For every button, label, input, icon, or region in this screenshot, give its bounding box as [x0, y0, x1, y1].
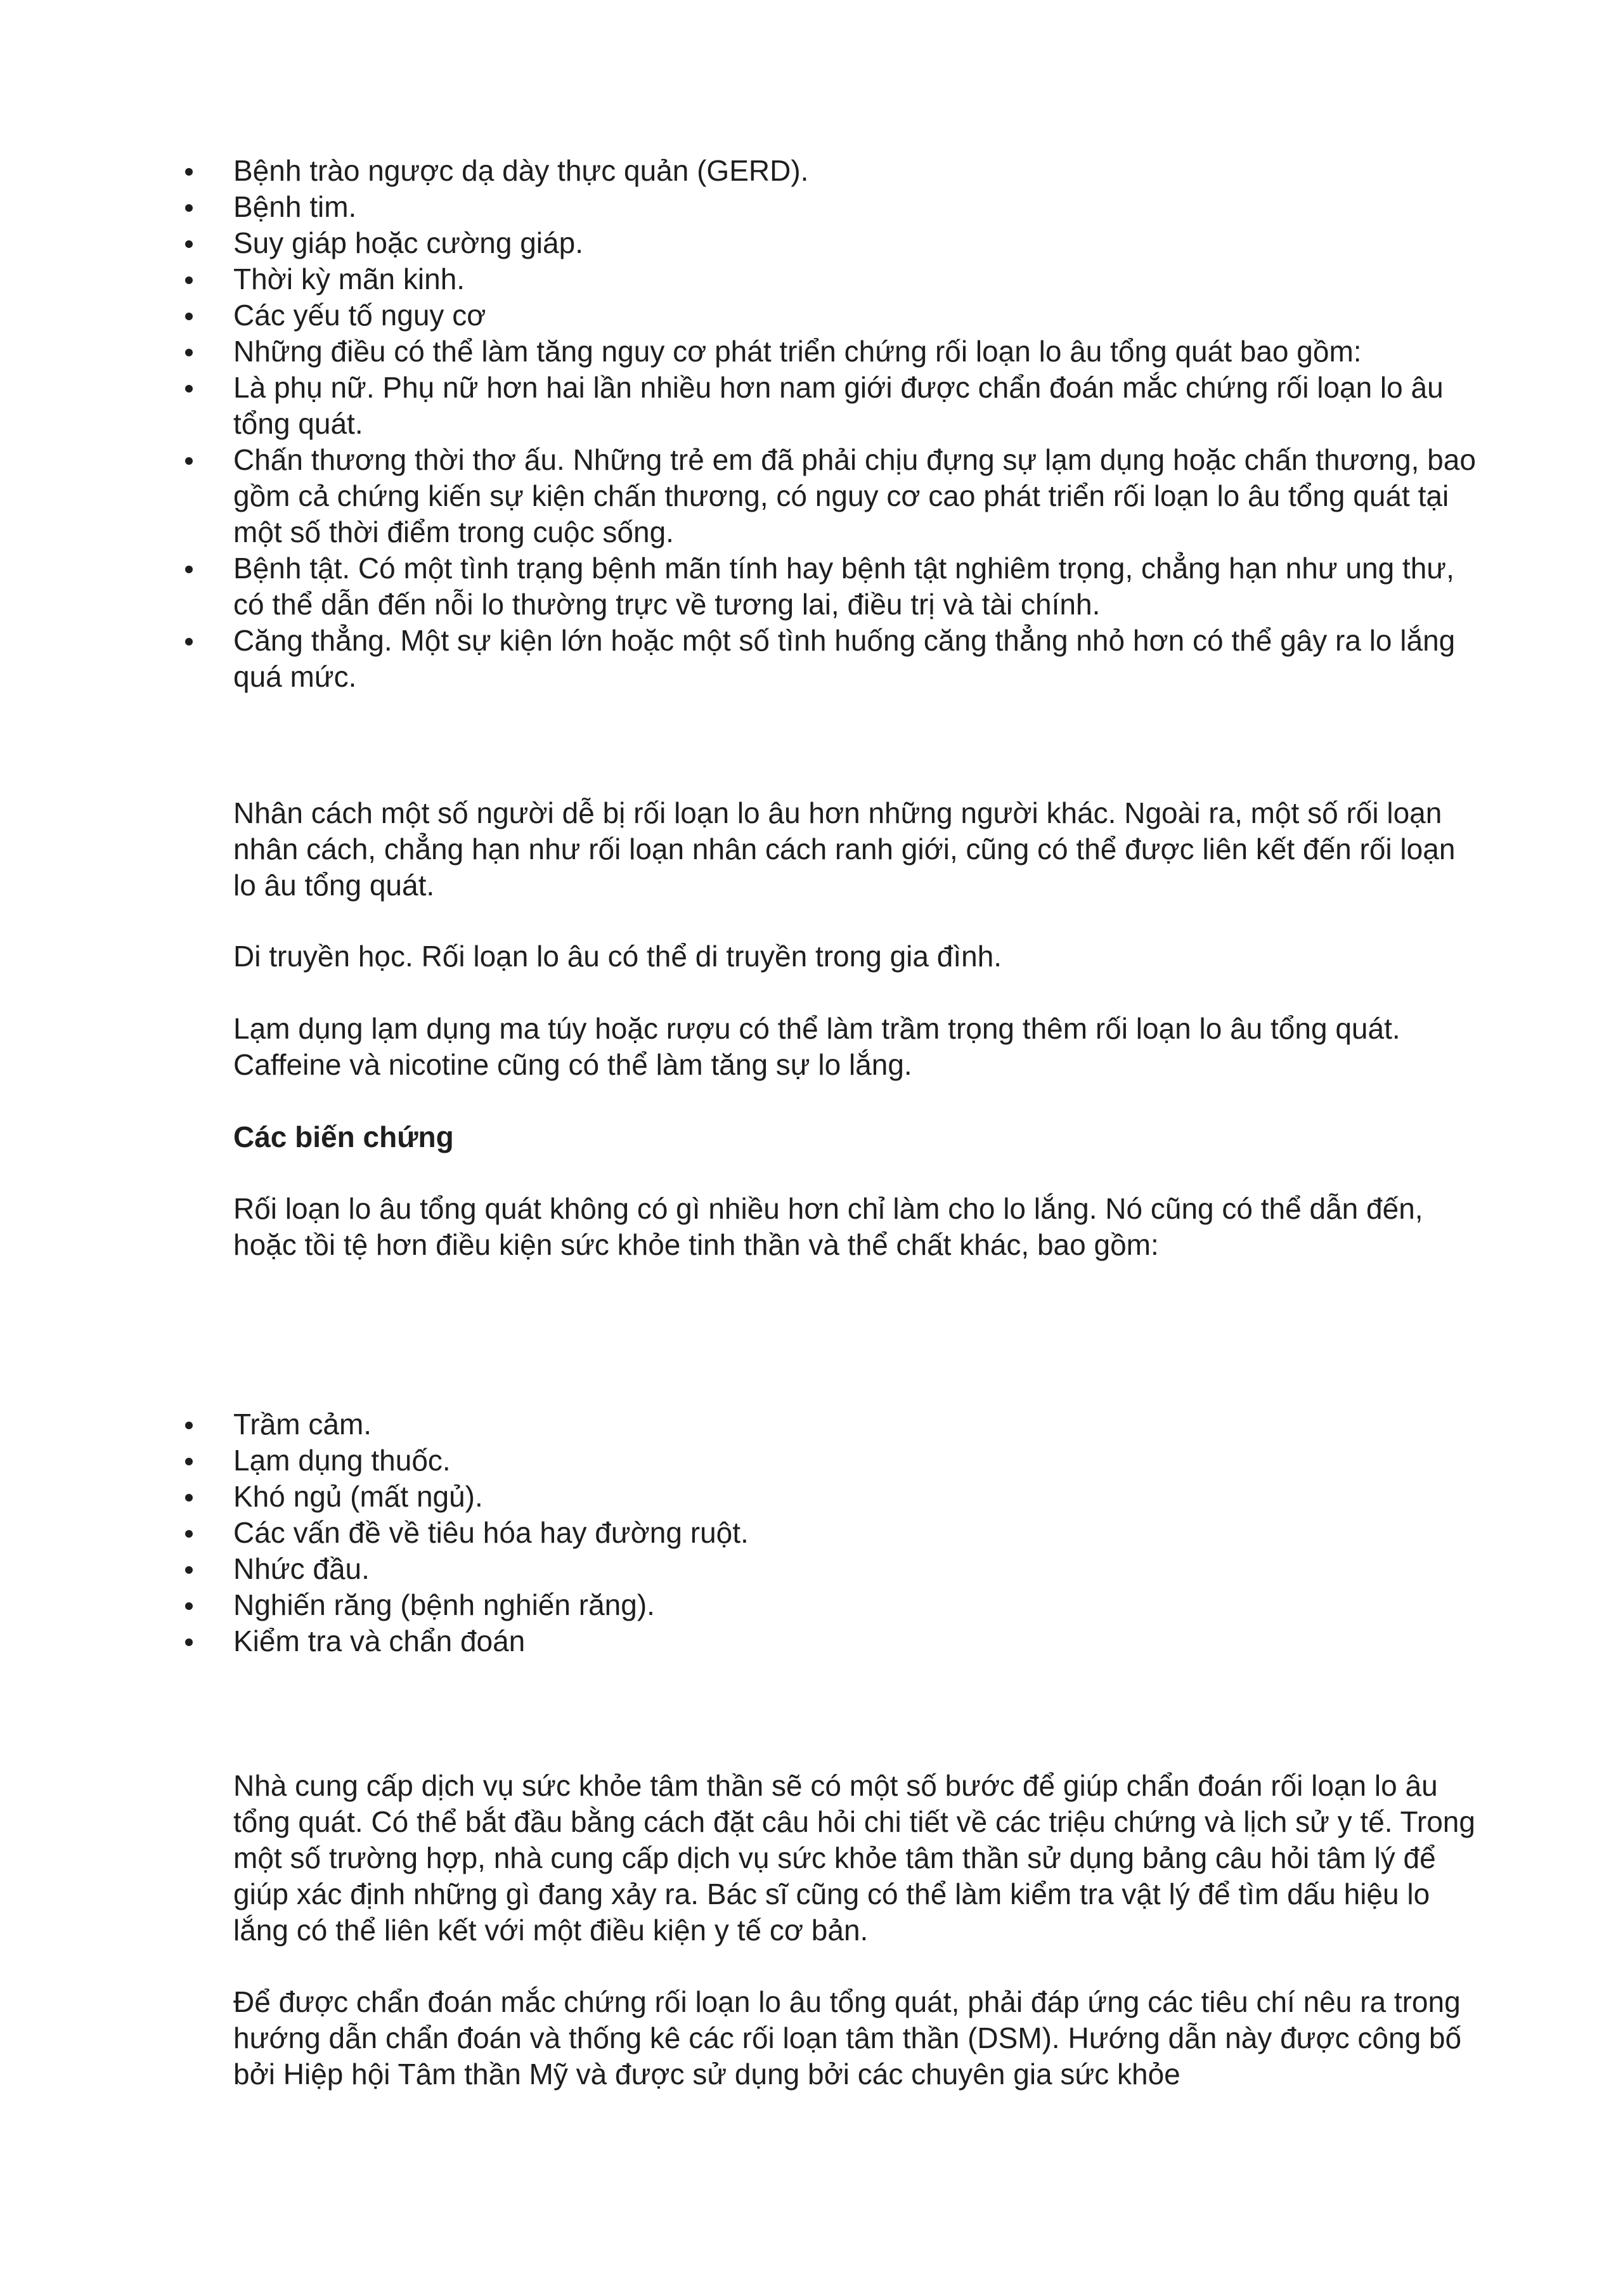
bullet-icon	[185, 204, 193, 212]
substance-paragraph-block	[233, 1011, 1476, 1083]
list-item	[233, 297, 1476, 334]
list-item	[233, 1587, 1476, 1623]
list-item	[233, 225, 1476, 261]
list-item-text: Bệnh tim.	[233, 190, 357, 223]
list-item	[233, 1406, 1476, 1443]
list-item-text: Khó ngủ (mất ngủ).	[233, 1480, 483, 1513]
list-item-text: Nghiến răng (bệnh nghiến răng).	[233, 1588, 655, 1621]
bullet-icon	[185, 1638, 193, 1646]
bullet-icon	[185, 1602, 193, 1610]
list-item-text: Bệnh trào ngược dạ dày thực quản (GERD).	[233, 154, 809, 187]
list-item-text: Là phụ nữ. Phụ nữ hơn hai lần nhiều hơn nam giới được chẩn đoán mắc chứng rối loạn lo âu tổng quát.	[233, 371, 1444, 440]
list-item-text: Kiểm tra và chẩn đoán	[233, 1625, 526, 1657]
list-item-text: Trầm cảm.	[233, 1408, 372, 1441]
list-item	[233, 1479, 1476, 1515]
bullet-icon	[185, 1530, 193, 1538]
list-item-text: Các vấn đề về tiêu hóa hay đường ruột.	[233, 1516, 749, 1549]
list-item	[233, 334, 1476, 370]
bullet-icon	[185, 566, 193, 573]
list-item	[233, 1515, 1476, 1551]
risk-factors-list	[233, 153, 1476, 695]
complications-paragraph-block	[233, 1191, 1476, 1263]
dsm-paragraph-block	[233, 1984, 1476, 2092]
diagnosis-paragraph: Nhà cung cấp dịch vụ sức khỏe tâm thần sẽ có một số bước để giúp chẩn đoán rối loạn lo âu tổng quát. Có thể bắt đầu bằng cách đặt câu hỏi chi tiết về các triệu chứng và lịch sử y tế. Trong một số trường hợp, nhà cung cấp dịch vụ sức khỏe tâm thần sử dụng bảng câu hỏi tâm lý để giúp xác định những gì đang xảy ra. Bác sĩ cũng có thể làm kiểm tra vật lý để tìm dấu hiệu lo lắng có thể liên kết với một điều kiện y tế cơ bản.	[233, 1769, 1475, 1947]
substance-paragraph: Lạm dụng lạm dụng ma túy hoặc rượu có thể làm trầm trọng thêm rối loạn lo âu tổng quát. Caffeine và nicotine cũng có thể làm tăng sự lo lắng.	[233, 1012, 1400, 1081]
list-item-text: Lạm dụng thuốc.	[233, 1444, 451, 1477]
bullet-icon	[185, 313, 193, 320]
list-item-text: Chấn thương thời thơ ấu. Những trẻ em đã phải chịu đựng sự lạm dụng hoặc chấn thương, bao gồm cả chứng kiến sự kiện chấn thương, có nguy cơ cao phát triển rối loạn lo âu tổng quát tại một số thời điểm trong cuộc sống.	[233, 443, 1476, 548]
list-item	[233, 1551, 1476, 1587]
bullet-icon	[185, 385, 193, 392]
bullet-icon	[185, 1494, 193, 1501]
bullet-icon	[185, 1422, 193, 1429]
complications-heading: Các biến chứng	[233, 1120, 454, 1153]
personality-paragraph: Nhân cách một số người dễ bị rối loạn lo âu hơn những người khác. Ngoài ra, một số rối loạn nhân cách, chẳng hạn như rối loạn nhân cách ranh giới, cũng có thể được liên kết đến rối loạn lo âu tổng quát.	[233, 796, 1456, 902]
list-item	[233, 1623, 1476, 1659]
list-item	[233, 550, 1476, 623]
list-item	[233, 1443, 1476, 1479]
bullet-icon	[185, 168, 193, 176]
bullet-icon	[185, 349, 193, 356]
genetics-paragraph-block	[233, 938, 1476, 975]
genetics-paragraph: Di truyền học. Rối loạn lo âu có thể di truyền trong gia đình.	[233, 940, 1002, 973]
list-item-text: Thời kỳ mãn kinh.	[233, 263, 465, 295]
bullet-icon	[185, 457, 193, 465]
complications-list	[233, 1406, 1476, 1659]
risk-factors-list-block	[233, 153, 1476, 695]
list-item	[233, 623, 1476, 695]
bullet-icon	[185, 1458, 193, 1465]
list-item-text: Suy giáp hoặc cường giáp.	[233, 226, 583, 259]
list-item-text: Các yếu tố nguy cơ	[233, 299, 486, 332]
diagnosis-paragraph-block	[233, 1768, 1476, 1949]
complications-heading-block	[233, 1119, 1476, 1155]
list-item	[233, 153, 1476, 189]
list-item-text: Bệnh tật. Có một tình trạng bệnh mãn tính hay bệnh tật nghiêm trọng, chẳng hạn như ung thư, có thể dẫn đến nỗi lo thường trực về tương lai, điều trị và tài chính.	[233, 552, 1454, 621]
list-item	[233, 442, 1476, 550]
bullet-icon	[185, 276, 193, 284]
list-item	[233, 370, 1476, 442]
bullet-icon	[185, 240, 193, 248]
list-item-text: Những điều có thể làm tăng nguy cơ phát triển chứng rối loạn lo âu tổng quát bao gồm:	[233, 335, 1362, 368]
list-item	[233, 189, 1476, 225]
complications-list-block	[233, 1406, 1476, 1659]
complications-paragraph: Rối loạn lo âu tổng quát không có gì nhiều hơn chỉ làm cho lo lắng. Nó cũng có thể dẫn đến, hoặc tồi tệ hơn điều kiện sức khỏe tinh thần và thể chất khác, bao gồm:	[233, 1192, 1423, 1261]
personality-paragraph-block	[233, 795, 1476, 904]
bullet-icon	[185, 1566, 193, 1574]
list-item-text: Căng thẳng. Một sự kiện lớn hoặc một số tình huống căng thẳng nhỏ hơn có thể gây ra lo lắng quá mức.	[233, 624, 1456, 693]
list-item-text: Nhức đầu.	[233, 1552, 370, 1585]
dsm-paragraph: Để được chẩn đoán mắc chứng rối loạn lo âu tổng quát, phải đáp ứng các tiêu chí nêu ra trong hướng dẫn chẩn đoán và thống kê các rối loạn tâm thần (DSM). Hướng dẫn này được công bố bởi Hiệp hội Tâm thần Mỹ và được sử dụng bởi các chuyên gia sức khỏe	[233, 1985, 1462, 2091]
list-item	[233, 261, 1476, 297]
bullet-icon	[185, 638, 193, 645]
